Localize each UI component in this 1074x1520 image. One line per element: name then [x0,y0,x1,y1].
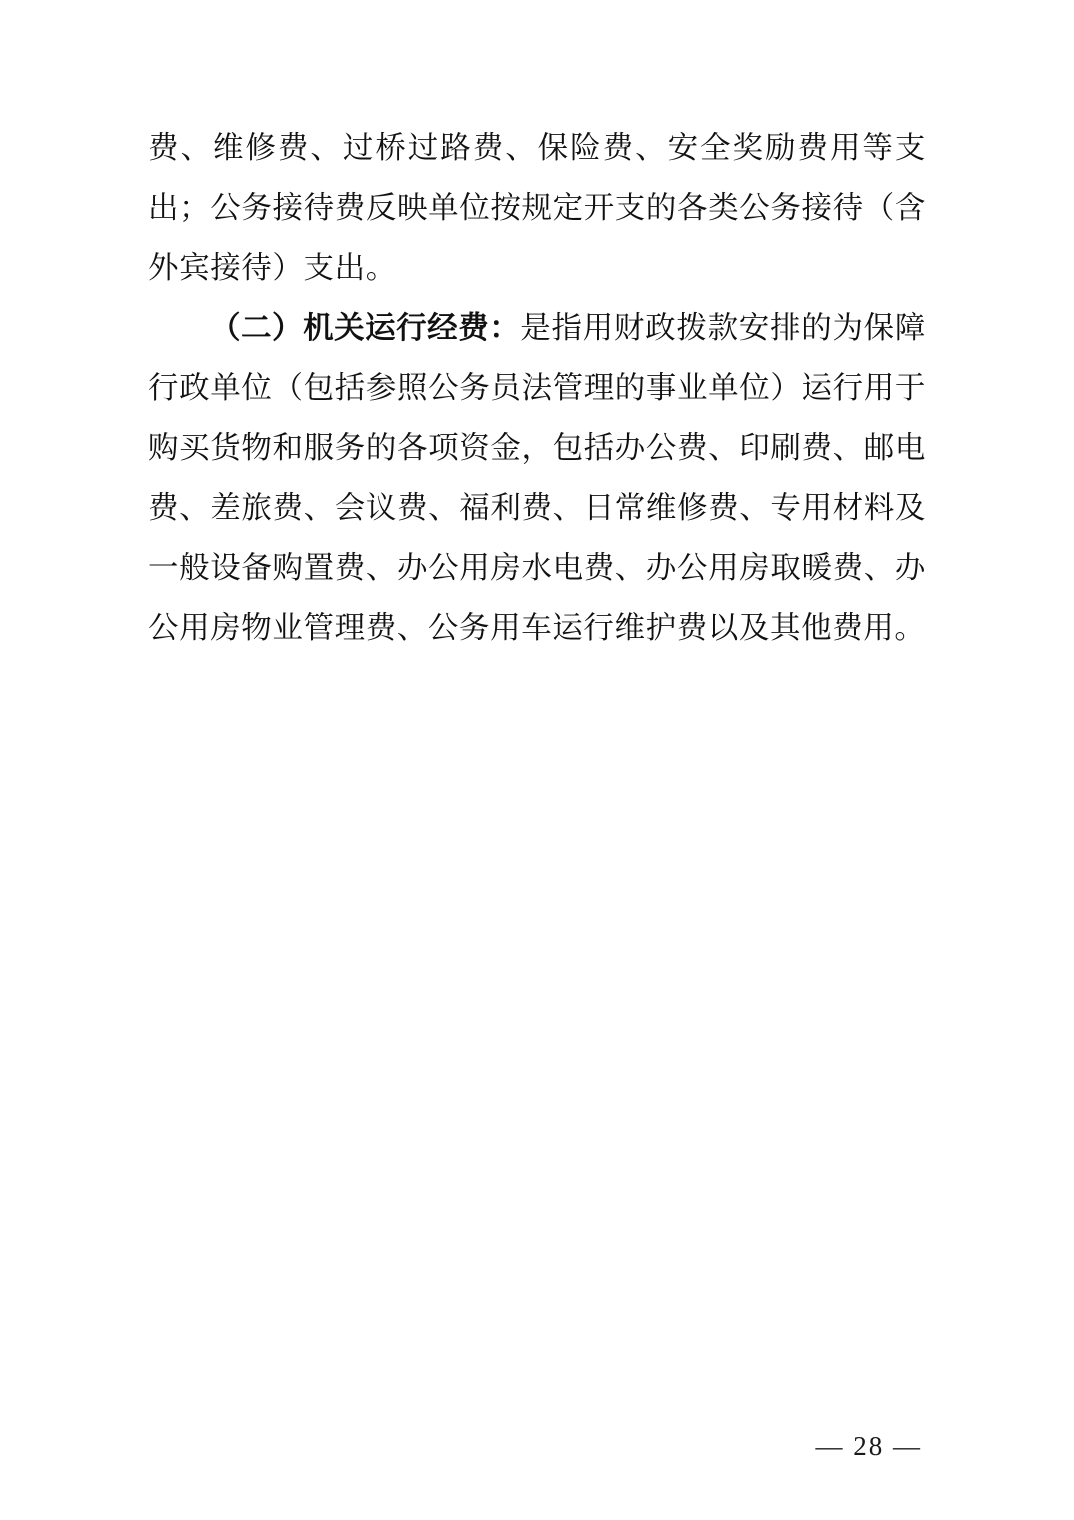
document-body [148,118,926,658]
paragraph-continuation: 费、维修费、过桥过路费、保险费、安全奖励费用等支出；公务接待费反映单位按规定开支的各类公务接待（含外宾接待）支出。 [148,131,926,285]
paragraph-item-two [148,298,926,658]
paragraph-item-two-lead: （二）机关运行经费： [210,311,521,345]
page-number: — 28 — [815,1431,922,1461]
paragraph-item-two-text: 是指用财政拨款安排的为保障行政单位（包括参照公务员法管理的事业单位）运行用于购买货物和服务的各项资金，包括办公费、印刷费、邮电费、差旅费、会议费、福利费、日常维修费、专用材料及一般设备购置费、办公用房水电费、办公用房取暖费、办公用房物业管理费、公务用车运行维护费以及其他费用。 [148,311,926,645]
